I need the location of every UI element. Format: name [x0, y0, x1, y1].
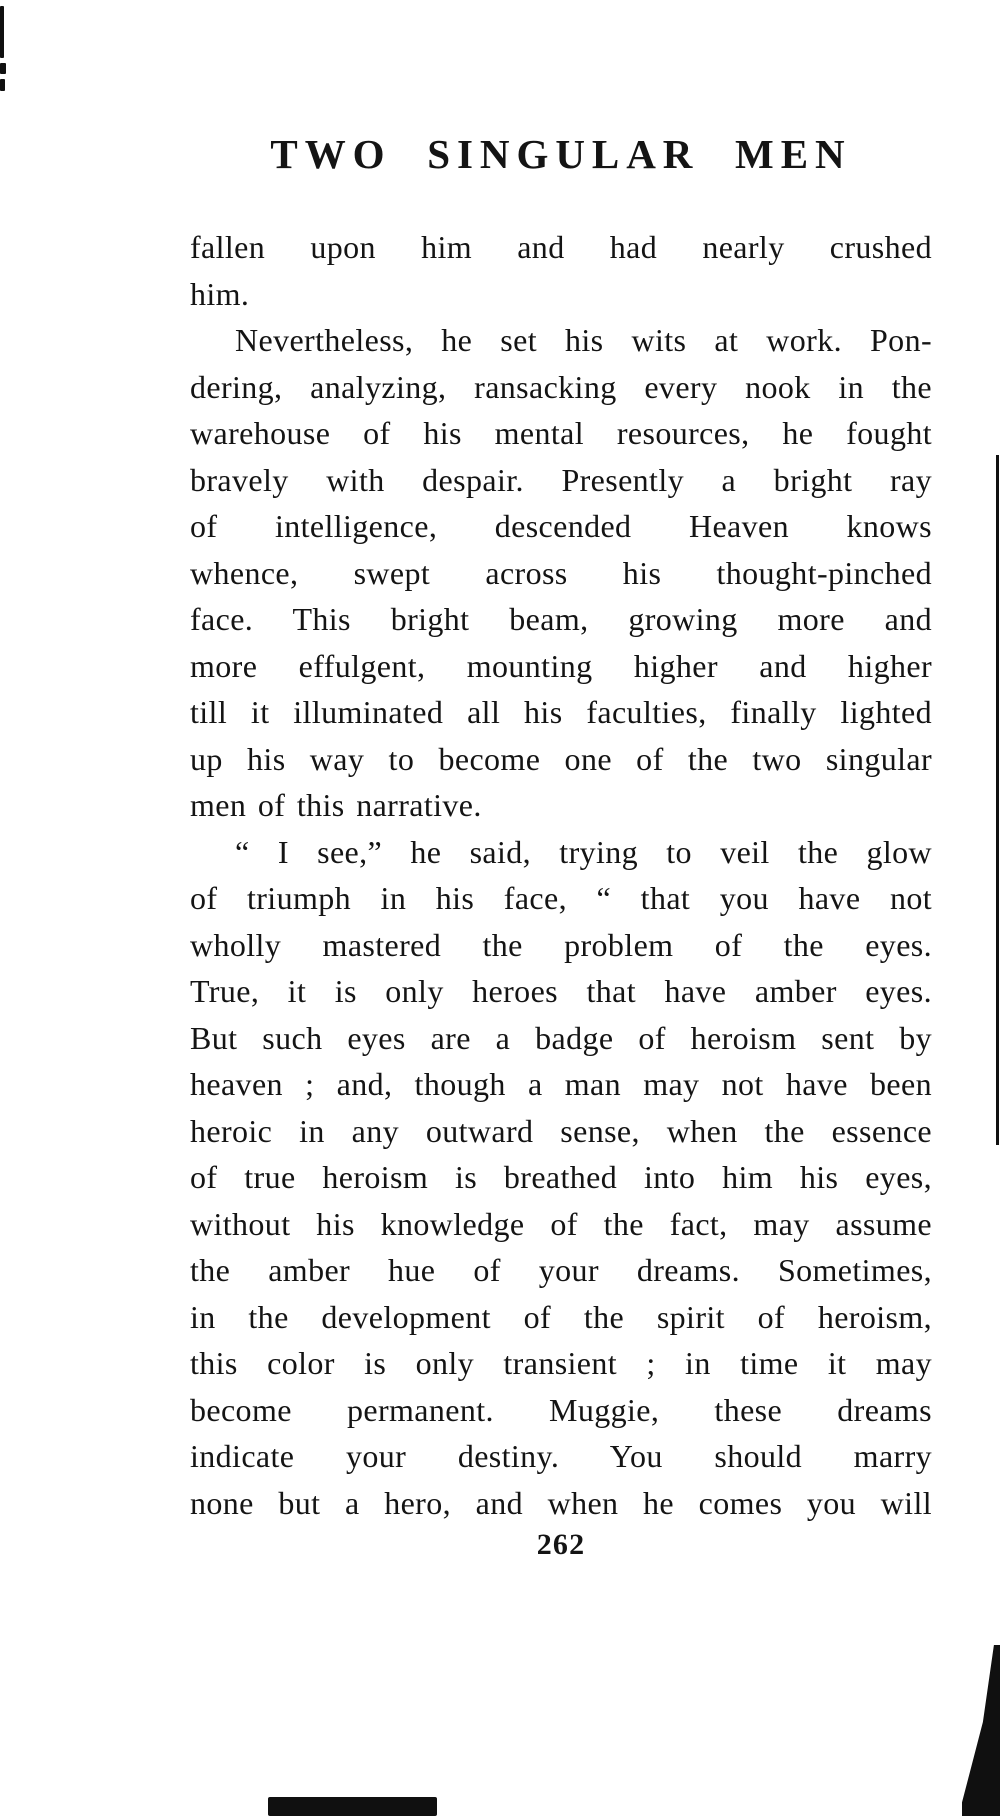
scan-artifact-left-edge-dash-lower: [0, 79, 5, 91]
text-line: True, it is only heroes that have amber eyes.: [190, 973, 932, 1009]
text-line: till it illuminated all his faculties, finally lighted: [190, 694, 932, 730]
text-line: face. This bright beam, growing more and: [190, 601, 932, 637]
scan-artifact-right-edge-line: [996, 455, 999, 1145]
text-line: men of this narrative.: [190, 787, 482, 823]
text-line: the amber hue of your dreams. Sometimes,: [190, 1252, 932, 1288]
text-line: this color is only transient ; in time it may: [190, 1345, 932, 1381]
page-number: 262: [536, 1528, 586, 1561]
body-text: [190, 224, 932, 1526]
text-line: indicate your destiny. You should marry: [190, 1438, 932, 1474]
scan-artifact-left-edge-line: [0, 6, 4, 58]
text-line: heroic in any outward sense, when the essence: [190, 1112, 932, 1149]
text-line: none but a hero, and when he comes you will: [190, 1484, 932, 1521]
text-line: “ I see,” he said, trying to veil the glow: [235, 833, 932, 870]
text-line: But such eyes are a badge of heroism sent by: [190, 1019, 932, 1056]
text-line: more effulgent, mounting higher and higher: [190, 647, 932, 684]
text-line: heaven ; and, though a man may not have been: [190, 1066, 932, 1102]
text-line: warehouse of his mental resources, he fought: [190, 415, 932, 451]
scan-artifact-bottom-edge-bar: [268, 1797, 437, 1816]
text-line: him.: [190, 275, 250, 312]
text-line: of intelligence, descended Heaven knows: [190, 508, 932, 544]
text-line: Nevertheless, he set his wits at work. Pon-: [235, 322, 932, 358]
text-line: in the development of the spirit of heroism,: [190, 1298, 932, 1335]
text-line: fallen upon him and had nearly crushed: [190, 229, 932, 265]
text-line: up his way to become one of the two singular: [190, 740, 932, 777]
text-line: whence, swept across his thought-pinched: [190, 554, 932, 591]
text-line: bravely with despair. Presently a bright ray: [190, 461, 932, 498]
chapter-running-title: TWO SINGULAR MEN: [270, 131, 852, 177]
scan-artifact-bottom-right-blob: [962, 1645, 1000, 1816]
text-line: of true heroism is breathed into him his eyes,: [190, 1159, 932, 1195]
text-line: of triumph in his face, “ that you have not: [190, 880, 932, 916]
text-line: become permanent. Muggie, these dreams: [190, 1391, 932, 1428]
scan-artifact-left-edge-dash-upper: [0, 63, 6, 74]
text-line: dering, analyzing, ransacking every nook in the: [190, 368, 932, 405]
text-line: without his knowledge of the fact, may assume: [190, 1205, 932, 1242]
text-line: wholly mastered the problem of the eyes.: [190, 926, 932, 963]
